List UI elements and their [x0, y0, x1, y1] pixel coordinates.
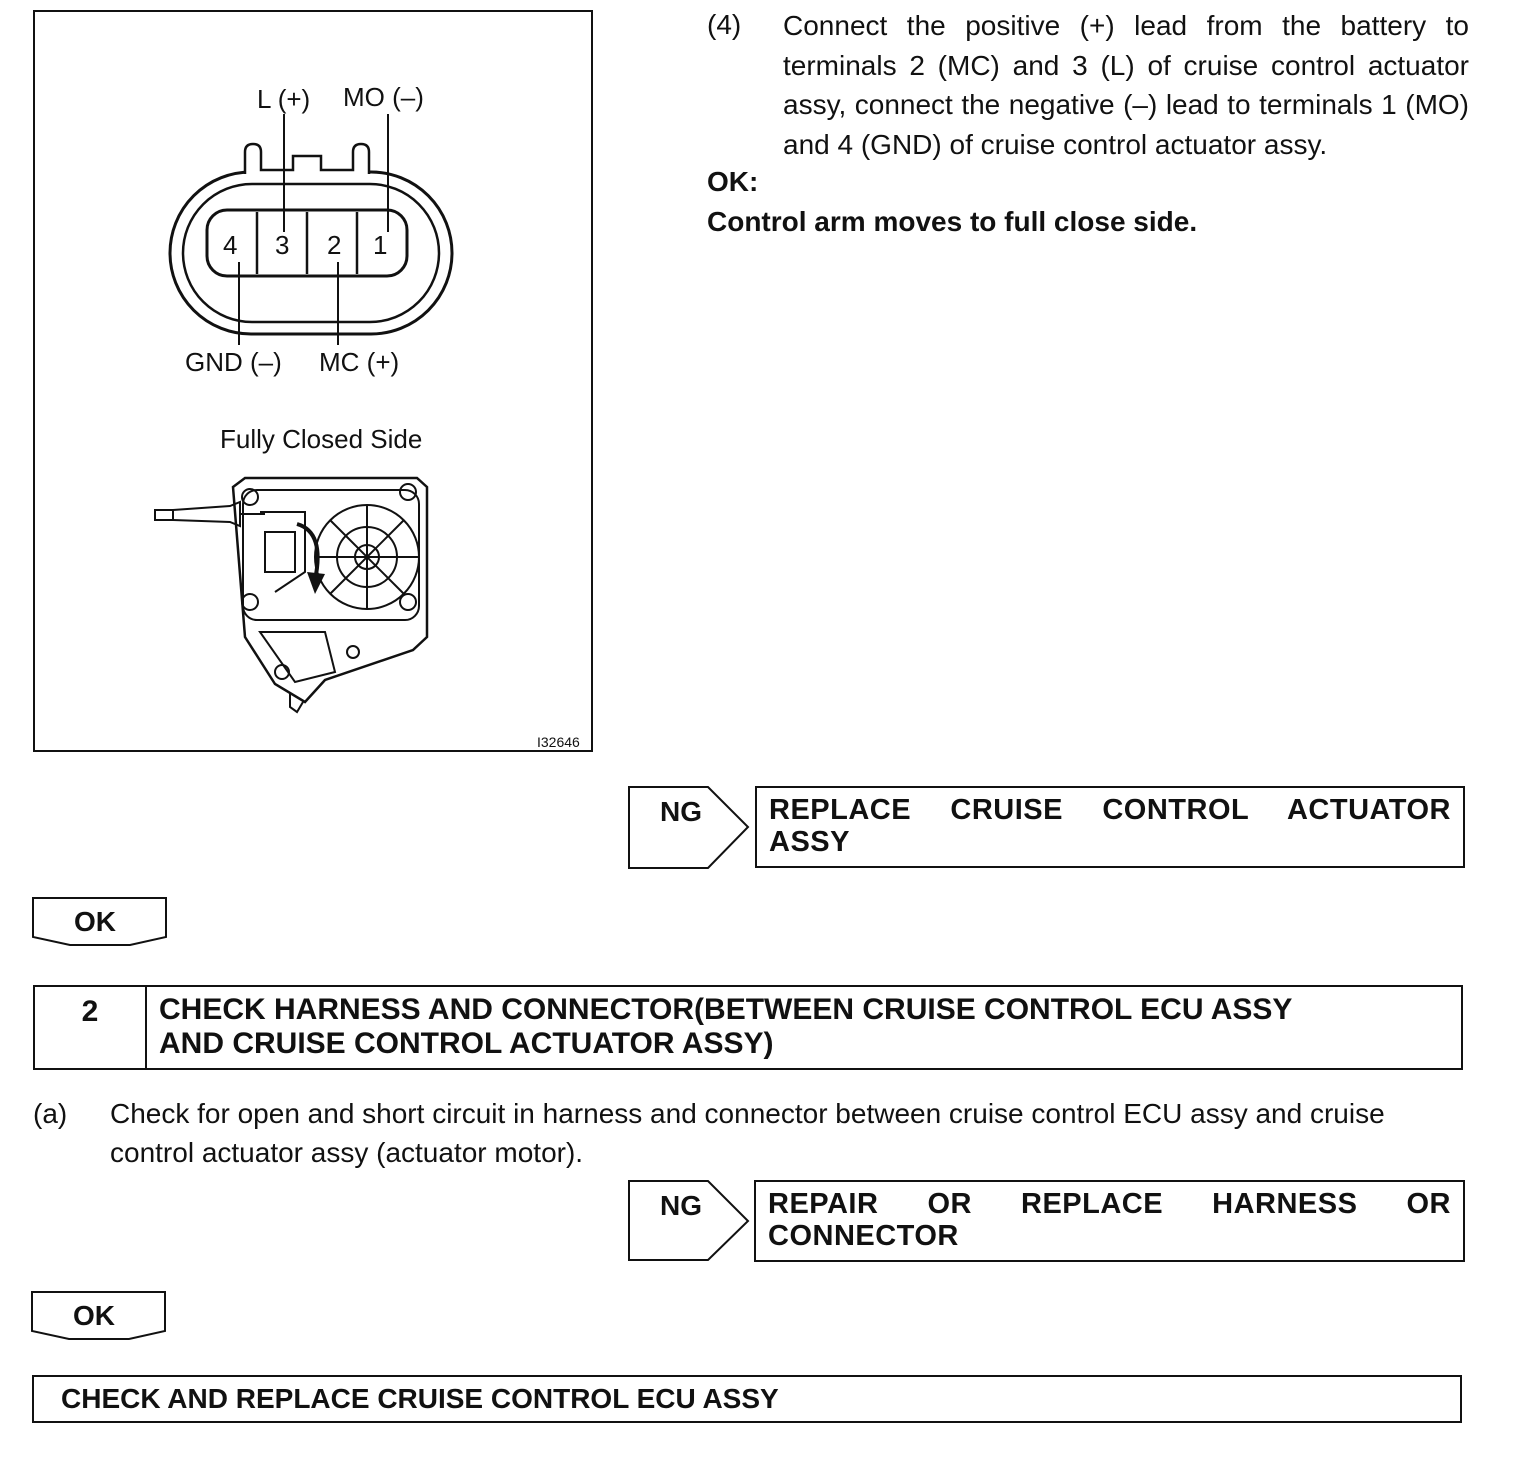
section-header	[33, 985, 1463, 1070]
pin-4: 4	[223, 230, 238, 260]
ng-tag: NG	[660, 1190, 702, 1221]
ok-criteria-result: Control arm moves to full close side.	[707, 206, 1198, 237]
ng-action-line2: CONNECTOR	[768, 1220, 959, 1252]
section-title	[159, 993, 1292, 1061]
ng-action-line1: REPLACE CRUISE CONTROL ACTUATOR	[769, 794, 1451, 826]
ng-action-box	[755, 786, 1465, 868]
ng-action-box	[754, 1180, 1465, 1262]
section-number: 2	[35, 987, 147, 1068]
section-title-line1: CHECK HARNESS AND CONNECTOR(BETWEEN CRUISE CONTROL ECU ASSY	[159, 993, 1293, 1026]
connector-diagram	[35, 12, 595, 754]
substep-text-line1: Check for open and short circuit in harness and connector between cruise control ECU assy and cruise	[110, 1098, 1385, 1129]
final-action-title: CHECK AND REPLACE CRUISE CONTROL ECU ASSY	[61, 1383, 779, 1414]
actuator-drawing	[155, 478, 427, 712]
final-action-box	[32, 1375, 1462, 1423]
ok-tag: OK	[74, 906, 116, 937]
figure-id: I32646	[537, 734, 580, 750]
substep-number: (a)	[33, 1098, 68, 1129]
ng-action-line2: ASSY	[769, 826, 850, 858]
pin-1: 1	[373, 230, 388, 260]
label-gnd: GND (–)	[185, 347, 282, 377]
connector-figure	[33, 10, 593, 752]
ng-action-line1: REPAIR OR REPLACE HARNESS OR	[768, 1188, 1451, 1220]
step-text: Connect the positive (+) lead from the battery to terminals 2 (MC) and 3 (L) of cruise control actuator assy, connect the negative (–) lead to terminals 1 (MO) and 4 (GND) of cruise control actuator assy.	[783, 10, 1469, 160]
figure-caption: Fully Closed Side	[220, 424, 423, 454]
pin-2: 2	[327, 230, 342, 260]
label-l: L (+)	[257, 84, 311, 114]
step-number: (4)	[707, 9, 742, 40]
pin-3: 3	[275, 230, 290, 260]
substep-text-line2: control actuator assy (actuator motor).	[110, 1137, 584, 1168]
ok-criteria-label: OK:	[707, 166, 759, 197]
section-title-line2: AND CRUISE CONTROL ACTUATOR ASSY)	[159, 1027, 774, 1060]
label-mc: MC (+)	[319, 347, 400, 377]
ng-tag: NG	[660, 796, 702, 827]
ok-tag: OK	[73, 1300, 115, 1331]
label-mo: MO (–)	[343, 82, 424, 112]
